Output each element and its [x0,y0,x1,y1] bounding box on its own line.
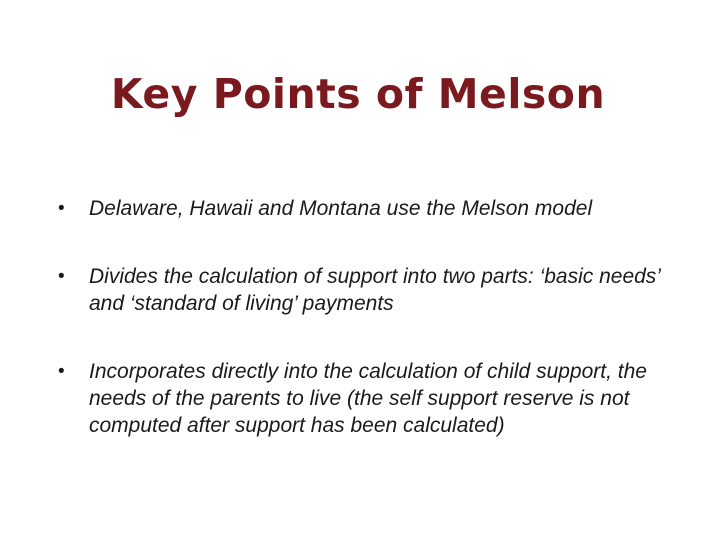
bullet-icon: • [58,361,65,382]
list-item [58,195,698,222]
bullet-list [58,195,698,439]
bullet-text: Delaware, Hawaii and Montana use the Melson model [89,197,593,220]
bullet-icon: • [58,198,65,219]
bullet-text: Divides the calculation of support into two parts: ‘basic needs’ and ‘standard of living’ payments [89,265,660,315]
list-item [58,358,698,439]
bullet-icon: • [58,266,65,287]
slide-title: Key Points of Melson [110,70,606,118]
bullet-text: Incorporates directly into the calculation of child support, the needs of the parents to live (the self support reserve is not computed after support has been calculated) [89,360,647,437]
list-item [58,263,698,317]
